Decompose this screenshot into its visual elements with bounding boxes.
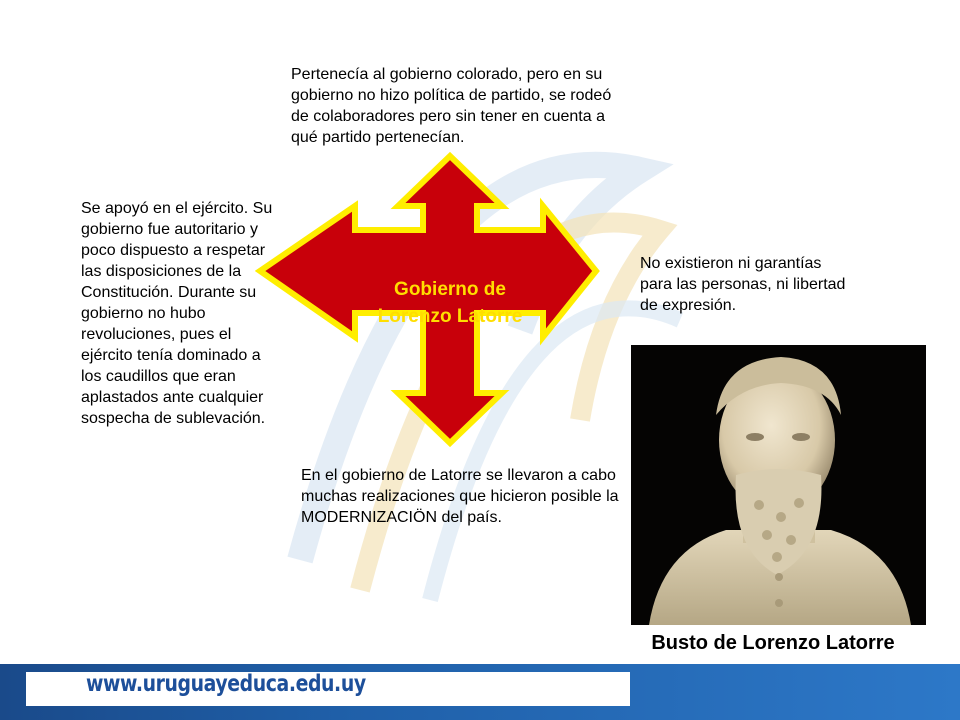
bottom-text: En el gobierno de Latorre se llevaron a cabo muchas realizaciones que hicieron posible la MODERNIZACIÖN del país.: [301, 467, 619, 526]
bust-illustration: [631, 345, 926, 625]
top-text: Pertenecía al gobierno colorado, pero en su gobierno no hizo política de partido, se rodeó de colaboradores pero sin tener en cuenta a qué partido pertenecían.: [291, 66, 612, 146]
center-label-line2: Lorenzo Latorre: [377, 306, 523, 327]
photo-caption: Busto de Lorenzo Latorre: [651, 632, 895, 654]
bust-photo: [631, 345, 926, 625]
footer-url-link[interactable]: www.uruguayeduca.edu.uy: [86, 671, 366, 697]
center-label: [350, 276, 550, 330]
center-label-line1: Gobierno de: [394, 279, 506, 300]
right-text: No existieron ni garantías para las personas, ni libertad de expresión.: [640, 255, 846, 314]
left-text: Se apoyó en el ejército. Su gobierno fue autoritario y poco dispuesto a respetar las disposiciones de la Constitución. Durante su gobierno no hubo revoluciones, pues el ejército tenía dominado a los caudillos que eran aplastados ante cualquier sospecha de sublevación.: [81, 200, 273, 427]
